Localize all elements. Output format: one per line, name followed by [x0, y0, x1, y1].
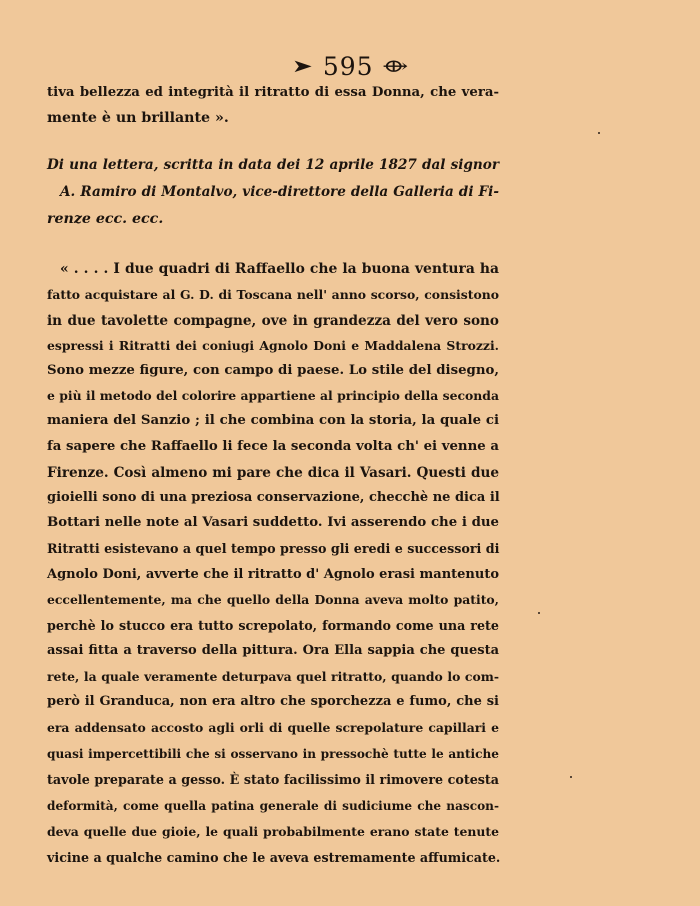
text-line: Firenze. Così almeno mi pare che dica il Vasari. Questi due: [47, 465, 499, 481]
page-header: [0, 50, 700, 81]
text-line: fatto acquistare al G. D. di Toscana nell' anno scorso, consistono: [47, 287, 499, 302]
text-line: deformità, come quella patina generale di sudiciume che nascon-: [47, 799, 499, 813]
text-line: mente è un brillante ».: [47, 110, 229, 126]
text-line: Agnolo Doni, avverte che il ritratto d' Agnolo erasi mantenuto: [47, 567, 499, 582]
left-ornament-icon: ➤: [291, 56, 315, 77]
text-line: eccellentemente, ma che quello della Donna aveva molto patito,: [47, 592, 499, 607]
right-ornament-icon: ⟴: [381, 56, 410, 77]
text-line: maniera del Sanzio ; il che combina con la storia, la quale ci: [47, 413, 499, 428]
section-heading: A. Ramiro di Montalvo, vice-direttore della Galleria di Fi-: [60, 184, 499, 200]
text-line: Ritratti esistevano a quel tempo presso gli eredi e successori di: [47, 541, 500, 556]
text-line: deva quelle due gioie, le quali probabilmente erano state tenute: [47, 824, 499, 839]
section-heading: renze ecc. ecc.: [47, 211, 164, 227]
text-line: perchè lo stucco era tutto screpolato, formando come una rete: [47, 618, 499, 633]
text-line: e più il metodo del colorire appartiene al principio della seconda: [47, 388, 499, 403]
print-speck: [598, 132, 600, 134]
section-heading: Di una lettera, scritta in data dei 12 aprile 1827 dal signor: [47, 157, 499, 173]
text-line: era addensato accosto agli orli di quelle screpolature capillari e: [47, 720, 499, 735]
text-line: in due tavolette compagne, ove in grandezza del vero sono: [47, 313, 499, 329]
print-speck: [570, 776, 572, 778]
text-line: tavole preparate a gesso. È stato facilissimo il rimovere cotesta: [47, 772, 499, 787]
text-line: Sono mezze figure, con campo di paese. Lo stile del disegno,: [47, 363, 499, 378]
page-number: 595: [322, 52, 374, 81]
text-line: assai fitta a traverso della pittura. Ora Ella sappia che questa: [47, 643, 499, 658]
text-line: « . . . . I due quadri di Raffaello che la buona ventura ha: [60, 261, 499, 277]
text-line: Bottari nelle note al Vasari suddetto. Ivi asserendo che i due: [47, 515, 499, 530]
text-line: tiva bellezza ed integrità il ritratto di essa Donna, che vera-: [47, 85, 499, 100]
text-line: rete, la quale veramente deturpava quel ritratto, quando lo com-: [47, 669, 499, 684]
text-line: espressi i Ritratti dei coniugi Agnolo Doni e Maddalena Strozzi.: [47, 338, 499, 353]
print-speck: [538, 612, 540, 614]
text-line: fa sapere che Raffaello li fece la seconda volta ch' ei venne a: [47, 439, 499, 454]
text-line: quasi impercettibili che si osservano in pressochè tutte le antiche: [47, 747, 499, 761]
text-line: gioielli sono di una preziosa conservazione, checchè ne dica il: [47, 490, 500, 505]
text-line: però il Granduca, non era altro che sporchezza e fumo, che si: [47, 694, 499, 709]
text-line: vicine a qualche camino che le aveva estremamente affumicate.: [47, 850, 501, 865]
